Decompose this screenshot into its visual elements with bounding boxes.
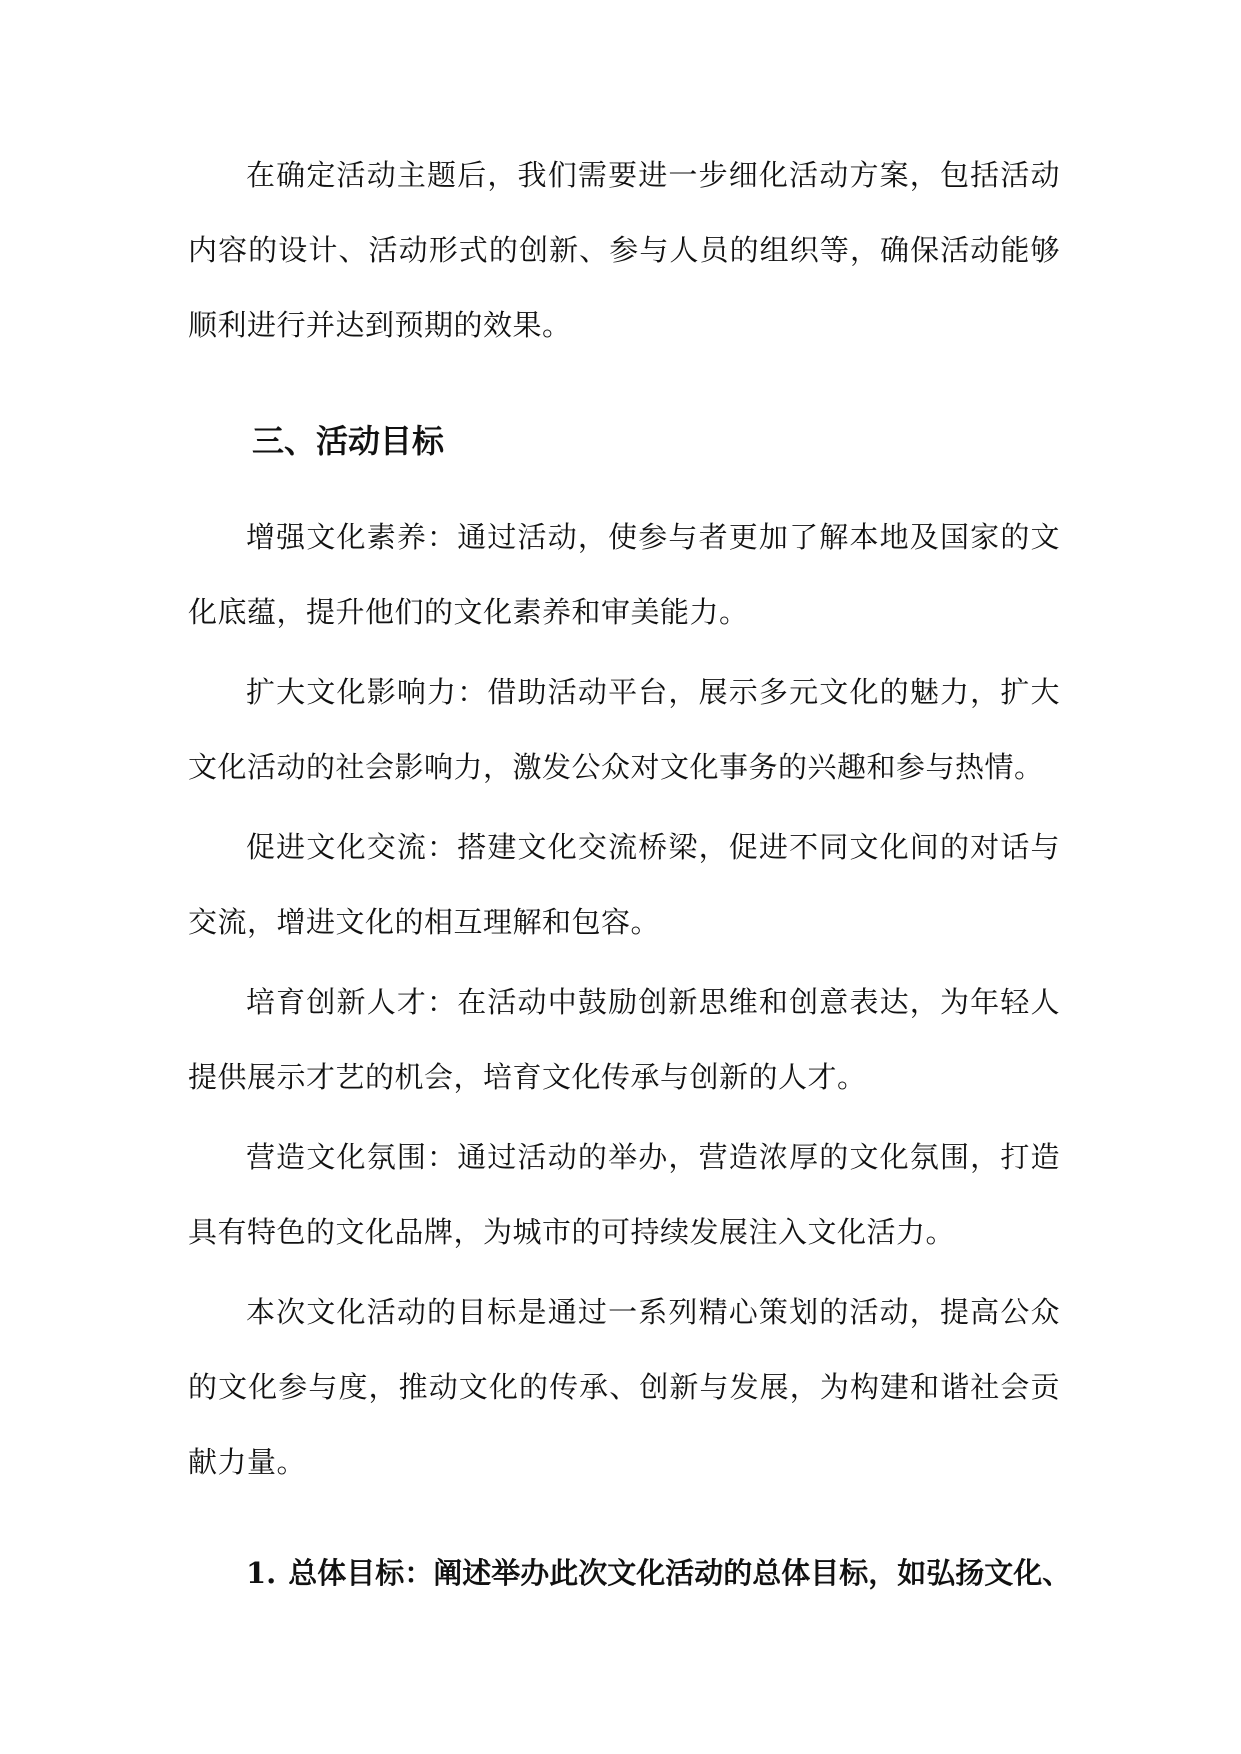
- numbered-item: [188, 1536, 1072, 1611]
- goal-paragraph: 营造文化氛围：通过活动的举办，营造浓厚的文化氛围，打造具有特色的文化品牌，为城市的可持续发展注入文化活力。: [188, 1140, 1060, 1249]
- numbered-item-number: 1.: [246, 1556, 277, 1590]
- goal-paragraph: 促进文化交流：搭建文化交流桥梁，促进不同文化间的对话与交流，增进文化的相互理解和包容。: [188, 830, 1060, 939]
- section-heading: 三、活动目标: [252, 422, 445, 460]
- goal-paragraph: 增强文化素养：通过活动，使参与者更加了解本地及国家的文化底蕴，提升他们的文化素养和审美能力。: [188, 520, 1060, 629]
- intro-paragraph: 在确定活动主题后，我们需要进一步细化活动方案，包括活动内容的设计、活动形式的创新、参与人员的组织等，确保活动能够顺利进行并达到预期的效果。: [188, 158, 1060, 342]
- summary-paragraph: 本次文化活动的目标是通过一系列精心策划的活动，提高公众的文化参与度，推动文化的传承、创新与发展，为构建和谐社会贡献力量。: [188, 1295, 1060, 1479]
- goal-paragraph: 扩大文化影响力：借助活动平台，展示多元文化的魅力，扩大文化活动的社会影响力，激发公众对文化事务的兴趣和参与热情。: [188, 675, 1060, 784]
- goal-paragraph: 培育创新人才：在活动中鼓励创新思维和创意表达，为年轻人提供展示才艺的机会，培育文化传承与创新的人才。: [188, 985, 1060, 1094]
- numbered-item-text: 总体目标：阐述举办此次文化活动的总体目标，如弘扬文化、: [288, 1556, 1072, 1590]
- document-body: [188, 138, 1072, 1611]
